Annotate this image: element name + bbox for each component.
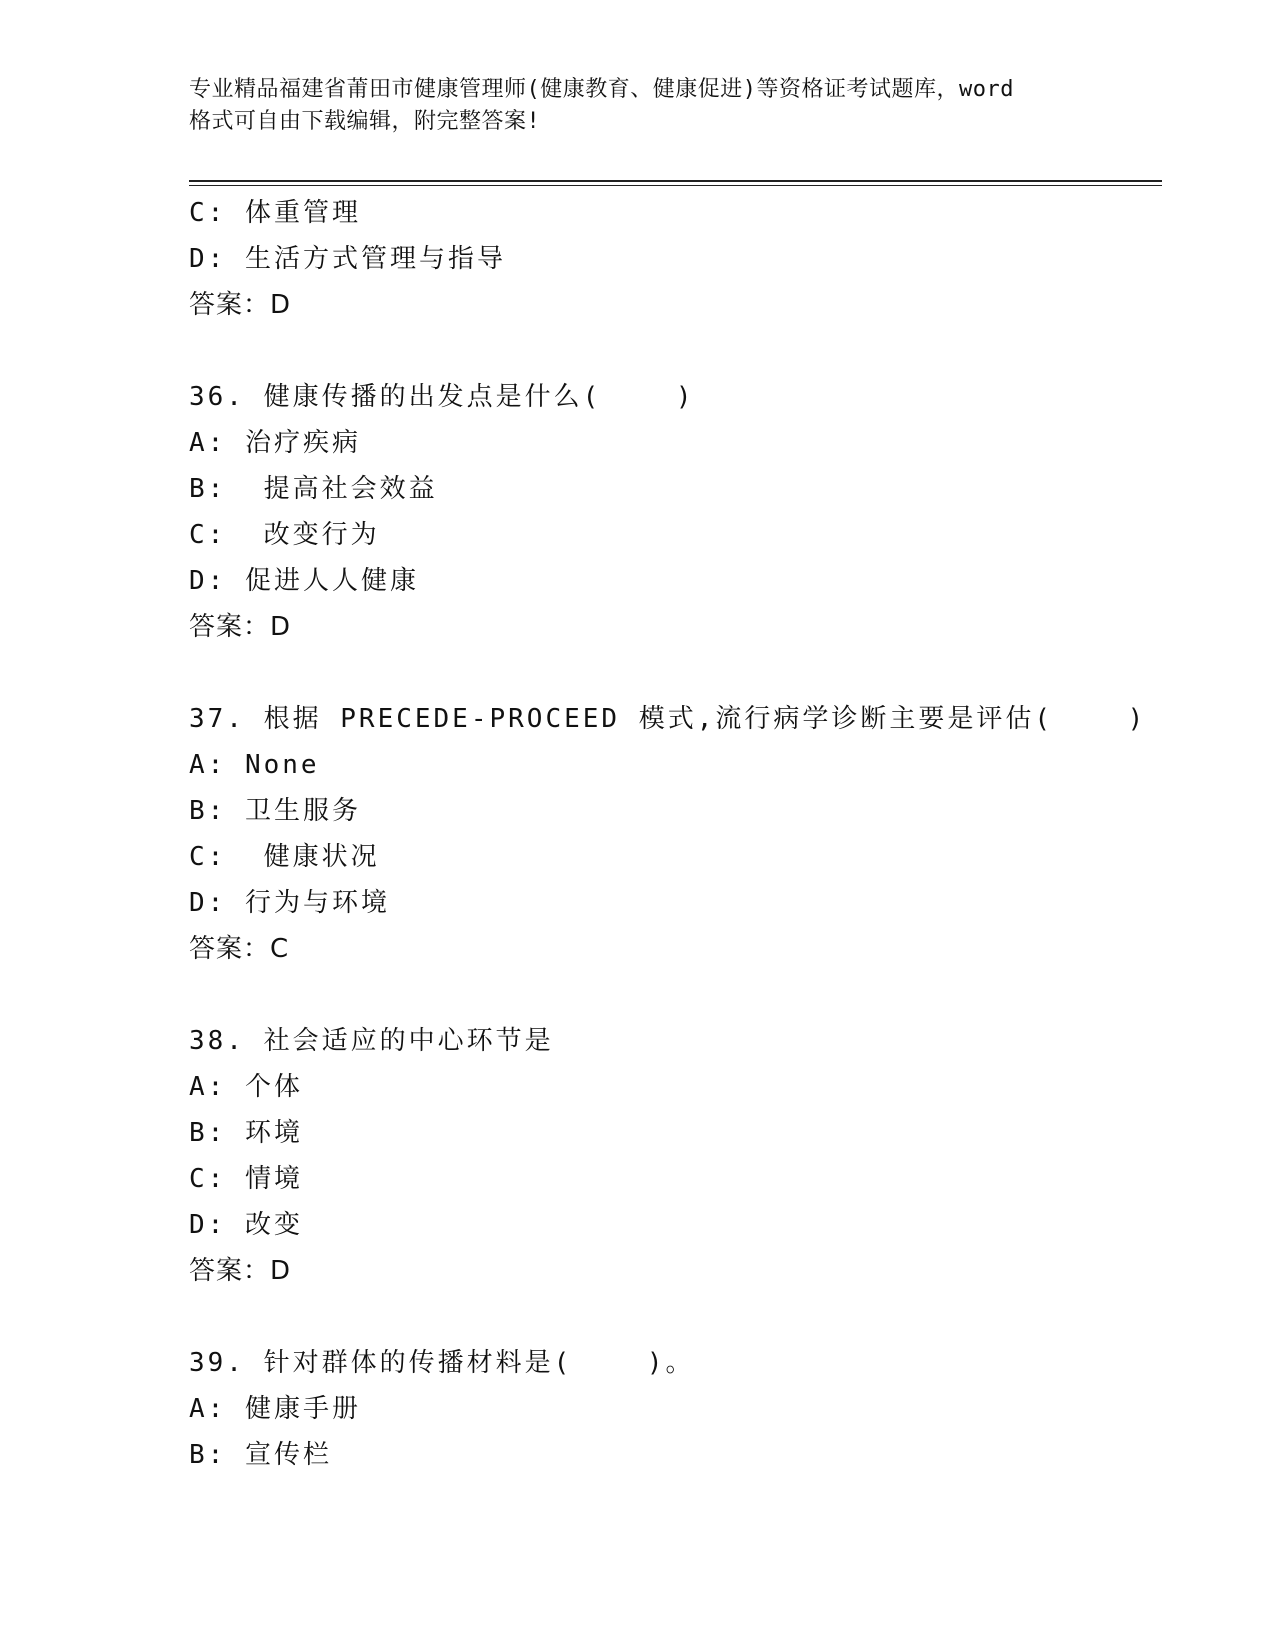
option-d: D: 改变 bbox=[189, 1210, 303, 1240]
option-a: A: 健康手册 bbox=[189, 1394, 361, 1424]
option-a: A: 个体 bbox=[189, 1072, 303, 1102]
answer: 答案：C bbox=[189, 934, 290, 964]
option-a: A: 治疗疾病 bbox=[189, 428, 361, 458]
header-rule-thin bbox=[189, 185, 1162, 186]
question-stem: 36. 健康传播的出发点是什么( ) bbox=[189, 382, 695, 412]
question-stem: 37. 根据 PRECEDE-PROCEED 模式,流行病学诊断主要是评估( ) bbox=[189, 704, 1147, 734]
option-c: C: 改变行为 bbox=[189, 520, 380, 550]
document-header bbox=[189, 74, 1099, 138]
option-d: D: 促进人人健康 bbox=[189, 566, 419, 596]
option-b: B: 宣传栏 bbox=[189, 1440, 332, 1470]
answer: 答案：D bbox=[189, 612, 292, 642]
question-stem: 39. 针对群体的传播材料是( )。 bbox=[189, 1348, 695, 1378]
option-c: C: 体重管理 bbox=[189, 198, 361, 228]
option-b: B: 环境 bbox=[189, 1118, 303, 1148]
header-line-2: 格式可自由下载编辑，附完整答案! bbox=[189, 109, 541, 134]
option-c: C: 情境 bbox=[189, 1164, 303, 1194]
question-stem: 38. 社会适应的中心环节是 bbox=[189, 1026, 554, 1056]
option-a: A: None bbox=[189, 750, 320, 780]
answer: 答案：D bbox=[189, 290, 292, 320]
option-b: B: 卫生服务 bbox=[189, 796, 361, 826]
question-list bbox=[189, 190, 1149, 1478]
header-rule bbox=[189, 180, 1162, 182]
option-b: B: 提高社会效益 bbox=[189, 474, 438, 504]
header-line-1: 专业精品福建省莆田市健康管理师(健康教育、健康促进)等资格证考试题库，word bbox=[189, 77, 1014, 102]
answer: 答案：D bbox=[189, 1256, 292, 1286]
option-c: C: 健康状况 bbox=[189, 842, 380, 872]
option-d: D: 行为与环境 bbox=[189, 888, 390, 918]
option-d: D: 生活方式管理与指导 bbox=[189, 244, 506, 274]
